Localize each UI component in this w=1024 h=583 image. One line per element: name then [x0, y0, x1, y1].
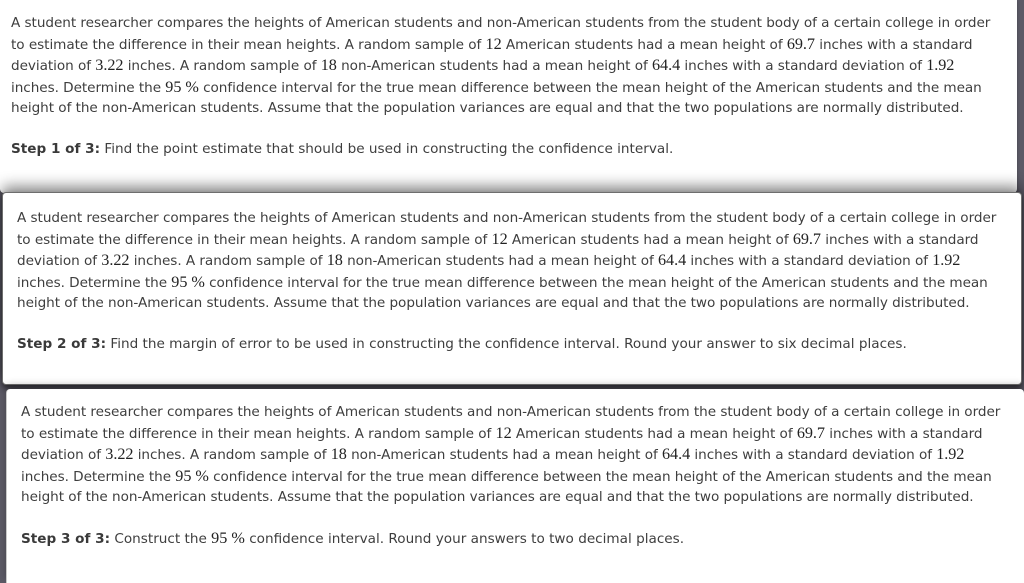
problem-text: A student researcher compares the heights of American students and non-American students from the student body of a certain college in order to estimate the difference in their mean heights. A random sample of — [17, 210, 997, 248]
mean-non-american: 64.4 — [652, 56, 681, 74]
problem-text: inches. A random sample of — [129, 253, 327, 269]
mean-american: 69.7 — [792, 229, 821, 248]
step-label: Step 1 of 3: — [11, 140, 101, 157]
question-card-step-3 — [6, 389, 1024, 583]
sample-size-non-american: 18 — [330, 445, 347, 463]
problem-text: non-American students had a mean height of — [346, 447, 662, 463]
sd-non-american: 1.92 — [932, 251, 961, 269]
mean-non-american: 64.4 — [662, 445, 691, 463]
step-text: Construct the — [110, 530, 212, 547]
problem-text: non-American students had a mean height of — [342, 253, 658, 269]
step-instruction — [21, 528, 1010, 550]
mean-american: 69.7 — [796, 423, 825, 442]
sample-size-american: 12 — [485, 34, 502, 53]
problem-text: inches with a standard deviation of — [686, 253, 933, 269]
problem-text: inches. Determine the — [17, 274, 172, 291]
problem-text: inches. A random sample of — [123, 58, 321, 74]
sd-american: 3.22 — [101, 251, 130, 269]
sd-american: 3.22 — [105, 445, 134, 463]
step-instruction — [11, 139, 1003, 160]
problem-text: inches with a standard deviation of — [680, 58, 927, 74]
problem-text: confidence interval for the true mean difference between the mean height of the American students and the mean height of the non-American students. Assume that the population variances are equal and that the two populations are normally distributed. — [11, 79, 982, 116]
problem-statement — [17, 208, 1007, 314]
problem-text: A student researcher compares the heights of American students and non-American students from the student body of a certain college in order to estimate the difference in their mean heights. A random sample of — [11, 15, 991, 53]
problem-text: confidence interval for the true mean difference between the mean height of the American students and the mean height of the non-American students. Assume that the population variances are equal and that the two populations are normally distributed. — [21, 468, 992, 505]
sample-size-american: 12 — [491, 229, 508, 248]
problem-text: American students had a mean height of — [507, 231, 793, 248]
problem-statement — [11, 13, 1003, 119]
sd-american: 3.22 — [95, 56, 124, 74]
sample-size-non-american: 18 — [326, 251, 343, 269]
confidence-level: 95 % — [211, 528, 245, 547]
question-card-step-2 — [2, 192, 1022, 385]
problem-text: inches. Determine the — [11, 79, 166, 96]
confidence-level: 95 % — [171, 272, 205, 291]
problem-text: non-American students had a mean height of — [336, 58, 652, 74]
problem-text: inches with a standard deviation of — [690, 447, 937, 463]
problem-text: inches. A random sample of — [133, 447, 331, 463]
step-text: Find the point estimate that should be used in constructing the confidence interval. — [100, 140, 674, 157]
sd-non-american: 1.92 — [926, 56, 955, 74]
problem-text: inches with a standard deviation of — [21, 425, 983, 463]
step-instruction — [17, 334, 1007, 355]
step-text: confidence interval. Round your answers to two decimal places. — [244, 530, 685, 547]
step-text: Find the margin of error to be used in constructing the confidence interval. Round your answer to six decimal places. — [106, 335, 907, 352]
confidence-level: 95 % — [175, 466, 209, 485]
mean-american: 69.7 — [786, 34, 815, 53]
problem-text: inches. Determine the — [21, 468, 176, 485]
problem-text: confidence interval for the true mean difference between the mean height of the American students and the mean height of the non-American students. Assume that the population variances are equal and that the two populations are normally distributed. — [17, 274, 988, 311]
problem-statement — [21, 402, 1010, 508]
sd-non-american: 1.92 — [936, 445, 965, 463]
sample-size-non-american: 18 — [320, 56, 337, 74]
step-label: Step 3 of 3: — [21, 530, 111, 547]
mean-non-american: 64.4 — [658, 251, 687, 269]
problem-text: inches with a standard deviation of — [17, 231, 979, 269]
problem-text: inches with a standard deviation of — [11, 36, 973, 74]
confidence-level: 95 % — [165, 77, 199, 96]
problem-text: American students had a mean height of — [501, 36, 787, 53]
problem-text: American students had a mean height of — [511, 425, 797, 442]
step-label: Step 2 of 3: — [17, 335, 107, 352]
sample-size-american: 12 — [495, 423, 512, 442]
problem-text: A student researcher compares the heights of American students and non-American students from the student body of a certain college in order to estimate the difference in their mean heights. A random sample of — [21, 404, 1001, 442]
question-card-step-1 — [0, 0, 1017, 193]
